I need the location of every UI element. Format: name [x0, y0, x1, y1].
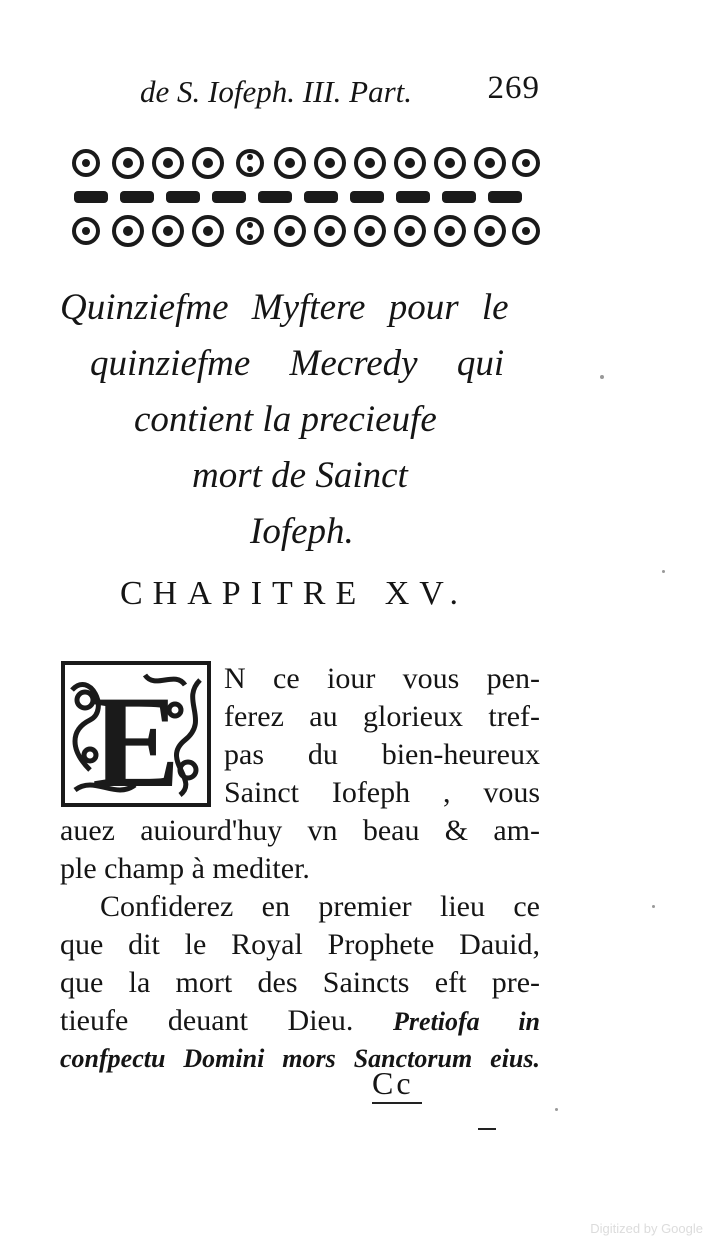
body-line: que la mort des Saincts eft pre-: [60, 966, 540, 999]
heading-line: mort de Sainct: [192, 455, 408, 496]
catchword-rule: [372, 1102, 422, 1104]
body-line: N ce iour vous pen-: [224, 662, 540, 695]
drop-cap-letter: E: [91, 668, 181, 808]
body-line: que dit le Royal Prophete Dauid,: [60, 928, 540, 961]
digitizer-watermark: Digitized by Google: [590, 1221, 703, 1236]
catchword: Cc: [372, 1065, 414, 1101]
body-line: Sainct Iofeph , vous: [224, 776, 540, 809]
paper-speck: [662, 570, 665, 573]
page-number: 269: [487, 70, 540, 106]
heading-line: Iofeph.: [250, 511, 354, 552]
latin-quote: Pretiofa in: [393, 1007, 541, 1036]
ornament-top-row: [74, 149, 538, 177]
decorated-initial-e-icon: [60, 660, 212, 808]
paper-speck: [600, 375, 604, 379]
body-line: Confiderez en premier lieu ce: [100, 890, 540, 923]
chapter-number: CHAPITRE XV.: [120, 575, 468, 612]
body-line: ferez au glorieux tref-: [224, 700, 540, 733]
latin-quote: confpectu Domini mors Sanctorum eius.: [60, 1044, 540, 1073]
paper-speck: [652, 905, 655, 908]
heading-line: Quinziefme Myftere pour le: [60, 287, 509, 328]
chapter-heading: [60, 280, 560, 560]
floral-ornament-band-icon: [68, 145, 540, 255]
page-mark: [478, 1128, 496, 1130]
body-line: pas du bien-heureux: [224, 738, 540, 771]
ornament-bottom-row: [74, 217, 538, 245]
body-line: [60, 1002, 540, 1041]
heading-line: contient la precieufe: [134, 399, 437, 440]
body-text: tieufe deuant Dieu.: [60, 1004, 354, 1037]
running-title: de S. Iofeph. III. Part.: [140, 74, 413, 109]
body-line: ple champ à mediter.: [60, 852, 310, 885]
heading-line: quinziefme Mecredy qui: [90, 343, 505, 384]
paper-speck: [555, 1108, 558, 1111]
running-head: [140, 70, 540, 114]
body-line: auez auiourd'huy vn beau & am-: [60, 814, 540, 847]
